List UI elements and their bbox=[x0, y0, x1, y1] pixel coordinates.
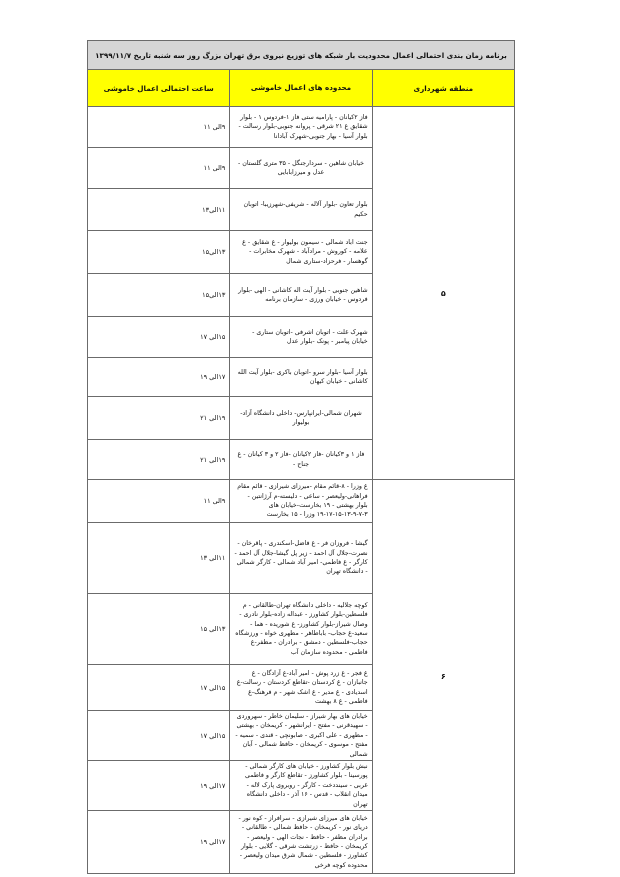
region-cell: ۵ bbox=[372, 107, 514, 480]
time-cell: ۱۷الی ۱۹ bbox=[88, 761, 230, 811]
time-cell: ۱۵الی ۱۷ bbox=[88, 711, 230, 761]
area-cell: خیابان های میرزای شیرازی - سرافراز - کوه نور - دریای نور - کریمخان - حافظ شمالی - طالقانی - برادران مظفر - حافظ - نجات الهی - ولیعصر - کریمخان - حافظ - زرتشت شرقی - گلایی - بلوار کشاورز - فلسطین - شمال شرق میدان ولیعصر - محدوده کوچه فرخی bbox=[230, 811, 372, 874]
header-area: محدوده های اعمال خاموشی bbox=[230, 70, 372, 107]
time-cell: ۱۹الی ۲۱ bbox=[88, 397, 230, 440]
area-cell: شاهین جنوبی - بلوار آیت اله کاشانی - الهی -بلوار فردوس - خیابان ورزی - سازمان برنامه bbox=[230, 274, 372, 317]
time-cell: ۱۵الی ۱۷ bbox=[88, 317, 230, 358]
document-title: برنامه زمان بندی احتمالی اعمال محدودیت بار شبکه های توزیع نیروی برق تهران بزرگ روز سه شنبه تاریخ ۱۳۹۹/۱۱/۷ bbox=[88, 41, 515, 70]
header-region: منطقه شهرداری bbox=[372, 70, 514, 107]
area-cell: جنت اباد شمالی - سیمون بولیوار - غ شقایق - غ علامه - کوروش - مرادآباد - شهرک مخابرات - گوهسار - فرحزاد-ستاری شمال bbox=[230, 231, 372, 274]
time-cell: ۱۳الی۱۵ bbox=[88, 231, 230, 274]
area-cell: گیشا - فروزان فر - غ فاضل-اسکندری - پاقرخان - نصرت-جلال آل احمد - زیر پل گیشا-جلال آل احمد - کارگر - غ فاطمی- امیر آباد شمالی - کارگر شمالی - دانشگاه تهران bbox=[230, 523, 372, 594]
header-time: ساعت احتمالی اعمال خاموشی bbox=[88, 70, 230, 107]
time-cell: ۱۹الی ۲۱ bbox=[88, 440, 230, 480]
area-cell: غ وزرا - ۸-قائم مقام -میرزای شیرازی - قائم مقام فراهانی-ولیعصر - ساعی - دلیسته-م آرژانتین - بلوار بهشتی - ۱۹ بخارست-خیابان های ۳-۷-۹-۱۳-۱۵-۱۷-۱۹ وزرا - ۱۵ بخارست bbox=[230, 480, 372, 523]
area-cell: بلوار تعاون -بلوار آلاله - شریفی-شهرزیبا- اتوبان حکیم bbox=[230, 189, 372, 231]
time-cell: ۱۱الی ۱۳ bbox=[88, 523, 230, 594]
table-row bbox=[88, 107, 515, 148]
time-cell: ۹الی ۱۱ bbox=[88, 148, 230, 189]
header-row bbox=[88, 70, 515, 107]
time-cell: ۹الی ۱۱ bbox=[88, 107, 230, 148]
schedule-sheet bbox=[87, 40, 515, 874]
outage-schedule-table bbox=[87, 40, 515, 874]
table-row bbox=[88, 480, 515, 523]
time-cell: ۱۳الی ۱۵ bbox=[88, 594, 230, 665]
area-cell: خیابان های بهار شیراز - سلیمان خاطر - سهروردی - سهیدقرنی - مفتح - ایرانشهر - کریمخان - بهشتی - مطهری - علی اکبری - صابونچی - قندی - سمیه - مفتح - موسوی - کریمخان - حافظ شمالی - آبان شمالی bbox=[230, 711, 372, 761]
region-cell: ۶ bbox=[372, 480, 514, 874]
time-cell: ۱۷الی ۱۹ bbox=[88, 358, 230, 397]
area-cell: فاز ۲کیانان - پارامیه ستی فاز ۱-فردوس ۱ - بلوار شقایق غ ۲۱ شرقی - پروانه جنوبی-بلوار رسالت - بلوار آسیا - بهار جنوبی-شهرک آبادانا bbox=[230, 107, 372, 148]
area-cell: فاز ۱ و ۳کیانان -فاز ۲کیانان -فاز ۲ و ۳ کیانان - غ جناح - bbox=[230, 440, 372, 480]
area-cell: کوچه جلالیه - داخلی دانشگاه تهران-طالقانی - م فلسطین-بلوار کشاورز - عبداله زاده-بلوار نادری - وصال شیراز-بلوار کشاورز- غ شوریده - هما - سعید-غ حجاب- باباطاهر - مطهری خواه - ورزشگاه حجاب-فلسطین - دمشق - برادران - مظفر-غ فاطمی - محدوده سازمان آب bbox=[230, 594, 372, 665]
area-cell: نبش بلوار کشاورز - خیابان های کارگر شمالی - پورسینا - بلوار کشاورز - تقاطع کارگر و فاطمی غربی - سینددخت - کارگر - روبروی پارک لاله - میدان انقلاب - قدس - ۱۶ آذر - داخلی دانشگاه تهران bbox=[230, 761, 372, 811]
area-cell: خیابان شاهین - سردارجنگل - ۳۵ متری گلستان - عدل و میرزابابایی bbox=[230, 148, 372, 189]
area-cell: بلوار آسیا -بلوار سرو -اتوبان باکری -بلوار آیت الله کاشانی - خیابان کیهان bbox=[230, 358, 372, 397]
area-cell: شهران شمالی-ایرانپارس- داخلی دانشگاه آزاد-بولیوار bbox=[230, 397, 372, 440]
title-row bbox=[88, 41, 515, 70]
time-cell: ۱۳الی۱۵ bbox=[88, 274, 230, 317]
time-cell: ۹الی ۱۱ bbox=[88, 480, 230, 523]
area-cell: غ فجر - غ زرد پوش - امیر آباد-غ آزادگان - غ جانبازان - غ کردستان -تقاطع کردستان - رسالت-غ اسدیادی - غ مدیر - غ اشک شهر - م فرهنگ-غ فاطمی - غ ۸ بهشت bbox=[230, 665, 372, 711]
area-cell: شهرک غلت - اتوبان اشرفی -اتوبان ستاری - خیابان پیامبر - پونک -بلوار عدل bbox=[230, 317, 372, 358]
time-cell: ۱۱الی۱۳ bbox=[88, 189, 230, 231]
time-cell: ۱۷الی ۱۹ bbox=[88, 811, 230, 874]
time-cell: ۱۵الی ۱۷ bbox=[88, 665, 230, 711]
